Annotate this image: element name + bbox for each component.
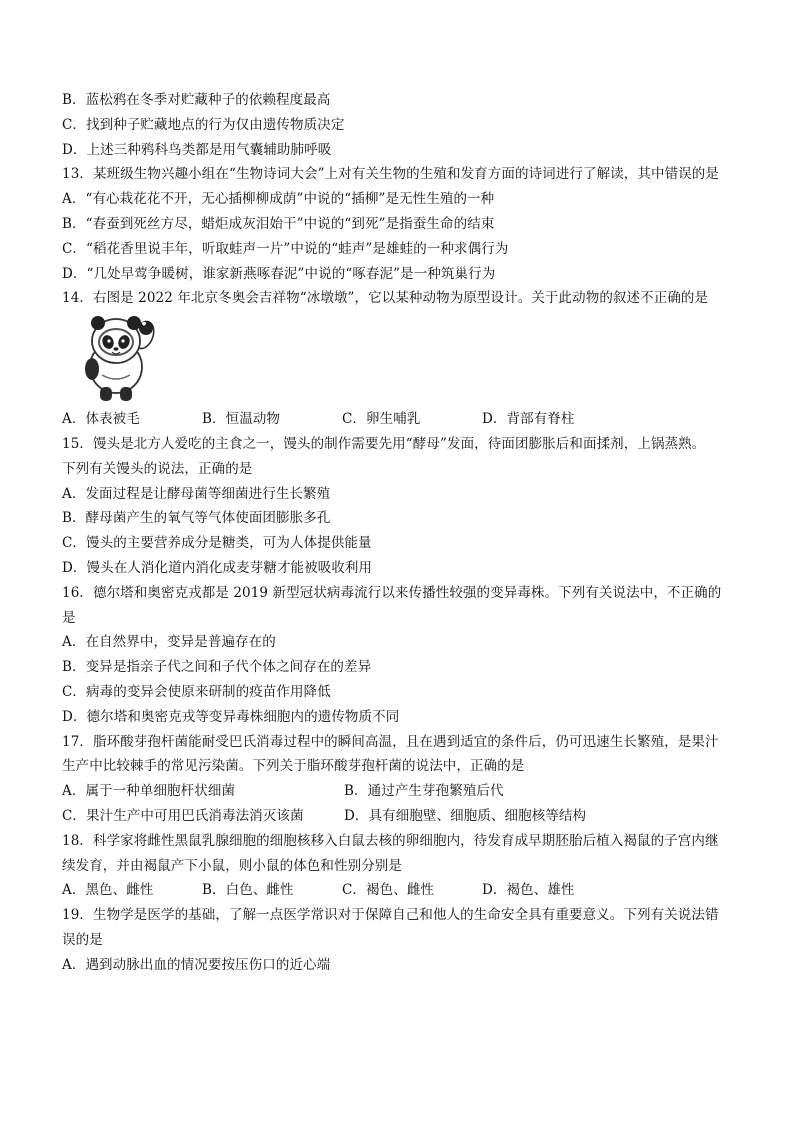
option-line: C．病毒的变异会使原来研制的疫苗作用降低 [62, 683, 331, 700]
option-line: B．酵母菌产生的氧气等气体使面团膨胀多孔 [62, 510, 331, 527]
option-b: B．恒温动物 [202, 411, 281, 428]
option-line: C．馒头的主要营养成分是糖类，可为人体提供能量 [62, 535, 372, 552]
option-c: C．褐色、雌性 [342, 882, 435, 899]
question-17-stem: 17．脂环酸芽孢杆菌能耐受巴氏消毒过程中的瞬间高温，且在遇到适宜的条件后，仍可迅速生长繁殖，是果汁 [62, 733, 719, 750]
option-d: D．褐色、雄性 [482, 882, 575, 899]
option-b: B．通过产生芽孢繁殖后代 [344, 783, 504, 800]
question-13-stem: 13．某班级生物兴趣小组在“生物诗词大会”上对有关生物的生殖和发育方面的诗词进行了解读，其中错误的是 [62, 166, 719, 183]
option-line: D．馒头在人消化道内消化成麦芽糖才能被吸收利用 [62, 559, 373, 576]
question-16-stem: 是 [62, 609, 76, 626]
exam-page [62, 88, 742, 978]
question-18-options [62, 878, 742, 903]
option-line: D．德尔塔和奥密克戎等变异毒株细胞内的遗传物质不同 [62, 708, 400, 725]
question-17-stem: 生产中比较棘手的常见污染菌。下列关于脂环酸芽孢杆菌的说法中，正确的是 [62, 758, 525, 775]
question-15-stem: 15．馒头是北方人爱吃的主食之一，馒头的制作需要先用“酵母”发面，待面团膨胀后和面揉剂，上锅蒸熟。 [62, 435, 706, 452]
option-b: B．白色、雌性 [202, 882, 294, 899]
question-18-stem: 续发育，并由褐鼠产下小鼠，则小鼠的体色和性别分别是 [62, 857, 402, 874]
option-c: C．卵生哺乳 [342, 411, 421, 428]
option-line: C．“稻花香里说丰年，听取蛙声一片”中说的“蛙声”是雄蛙的一种求偶行为 [62, 240, 509, 257]
option-line: A．遇到动脉出血的情况要按压伤口的近心端 [62, 956, 331, 973]
option-line: C．找到种子贮藏地点的行为仅由遗传物质决定 [62, 116, 345, 133]
question-17-options-ab [62, 779, 742, 804]
option-line: B．变异是指亲子代之间和子代个体之间存在的差异 [62, 659, 372, 676]
question-19-stem: 19．生物学是医学的基础，了解一点医学常识对于保障自己和他人的生命安全具有重要意义。下列有关说法错 [62, 907, 719, 924]
option-line: D．上述三种鸦科鸟类都是用气囊辅助肺呼吸 [62, 141, 332, 158]
panda-mascot-icon [72, 313, 162, 405]
option-line: D．“几处早莺争暖树，谁家新燕啄春泥”中说的“啄春泥”是一种筑巢行为 [62, 265, 496, 282]
question-15-stem: 下列有关馒头的说法，正确的是 [62, 460, 253, 477]
option-a: A．属于一种单细胞杆状细菌 [62, 783, 236, 800]
option-c: C．果汁生产中可用巴氏消毒法消灭该菌 [62, 807, 304, 824]
option-line: B．蓝松鸦在冬季对贮藏种子的依赖程度最高 [62, 92, 331, 108]
question-18-stem: 18．科学家将雌性黑鼠乳腺细胞的细胞核移入白鼠去核的卵细胞内，待发育成早期胚胎后植入褐鼠的子宫内继 [62, 832, 719, 849]
option-line: A．发面过程是让酵母菌等细菌进行生长繁殖 [62, 485, 331, 502]
question-14-stem: 14．右图是 2022 年北京冬奥会吉祥物“冰墩墩”，它以某种动物为原型设计。关于此动物的叙述不正确的是 [62, 290, 709, 307]
option-d: D．背部有脊柱 [482, 411, 575, 428]
question-16-stem: 16．德尔塔和奥密克戎都是 2019 新型冠状病毒流行以来传播性较强的变异毒株。下列有关说法中，不正确的 [62, 584, 722, 601]
option-a: A．体表被毛 [62, 411, 140, 428]
option-line: A．“有心栽花花不开，无心插柳柳成荫”中说的“插柳”是无性生殖的一种 [62, 191, 495, 208]
option-a: A．黑色、雌性 [62, 882, 154, 899]
option-line: A．在自然界中，变异是普遍存在的 [62, 634, 276, 651]
question-14-options [62, 407, 742, 432]
question-19-stem: 误的是 [62, 931, 103, 948]
option-line: B．“春蚕到死丝方尽，蜡炬成灰泪始干”中说的“到死”是指蚕生命的结束 [62, 215, 495, 232]
mascot-figure [62, 311, 742, 407]
question-17-options-cd [62, 804, 742, 829]
option-d: D．具有细胞壁、细胞质、细胞核等结构 [344, 807, 587, 824]
